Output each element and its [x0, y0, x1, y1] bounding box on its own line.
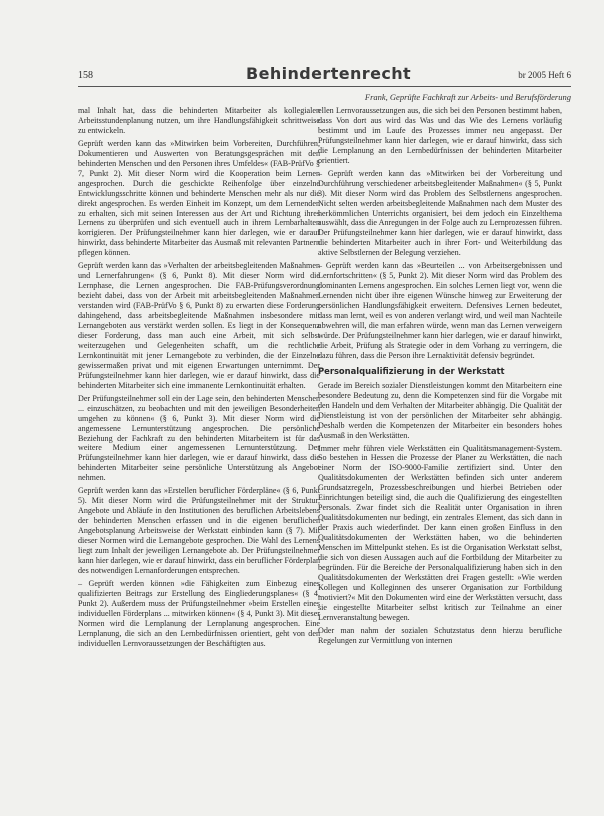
- paragraph: – Geprüft werden kann das »Mitwirken bei der Vorbereitung und Durchführung verschiedener arbeitsbegleitender Maßnahmen« (§ 5, Punkt 3). Mit dieser Norm wird das Problem des Selbstlernens angesprochen. Nicht selten werden arbeitsbegleitende Maßnahmen nach dem Muster des herkömmlichen Unterrichts organisiert, bei dem jedoch ein Einzelthema auswählt, dass die Anregungen in der Folge auch zu Lernprozessen führen. Der Prüfungsteilnehmer kann hier darlegen, wie er darauf hinwirkt, dass die behinderten Mitarbeiter auch in ihrer Fort- und Weiterbildung das aktive Selbstlernen der Belegung verziehen.: [318, 168, 562, 258]
- paragraph: Oder man nahm der sozialen Schutzstatus denn hierzu berufliche Regelungen zur Vermittlung von internen: [318, 625, 562, 645]
- paragraph: Immer mehr führen viele Werkstätten ein Qualitätsmanagement-System. So bestehen in Hessen die Prozesse der Planer zu Werkstätten, die nach einer Norm der ISO-9000-Familie zertifiziert sind. Unter den Qualitätsdokumenten der Werkstätten befinden sich unter anderem Grundsatzregeln, Prozessbeschreibungen und hierbei Betrieben oder Einrichtungen beteiligt sind, die auch die Qualifizierung des eingestellten Personals. Zwar findet sich die Realität unter Organisation in ihren Qualitätsdokumenten nur bedingt, ein zentrales Element, das sich dann in der Praxis auch wiederfindet. Der kann einen großen Einfluss in den Qualitätsdokumenten der Werkstätten haben, wo die behinderten Menschen im Mittelpunkt stehen. Es ist die Organisation Werkstatt selbst, die sich von diesen Aussagen auch auf die Fortbildung der Mitarbeiter zu begründen. Für die Bereiche der Personalqualifizierung haben sich in den Qualitätsdokumenten der Werkstätten drei Fragen gestellt: »Wie werden Kollegen und Kolleginnen des unserer Organisation zur Fortbildung motiviert?« Mit den Dokumenten wird eine der Werkstätten versucht, dass sie eingestellte Mitarbeiter selbst kritisch zur Teilnahme an einer Lernveranstaltung bewegen.: [318, 443, 562, 622]
- paragraph: Der Prüfungsteilnehmer soll ein der Lage sein, den behinderten Menschen ... einzuschätzen, zu beobachten und mit den jeweiligen Besonderheiten umgehen zu können« (§ 6, Punkt 3). Mit dieser Norm wird die angemessene Lernunterstützung angesprochen. Die persönliche Beziehung der Fachkraft zu den behinderten Mitarbeitern ist für das weitere Medium einer angemessenen Lernunterstützung. Der Prüfungsteilnehmer kann hier darlegen, wie er darauf hinwirkt, dass die behinderten Mitarbeiter seine persönliche Unterstützung als Angebot nehmen.: [78, 393, 320, 483]
- paragraph: Geprüft werden kann das »Verhalten der arbeitsbegleitenden Maßnahmen und Lernerfahrungen« (§ 6, Punkt 8). Mit dieser Norm wird die Lernphase, die Lernen angesprochen. Die FAB-Prüfungsverordnung bezieht dabei, dass von der Arbeit mit arbeitsbegleitenden Maßnahmen verstanden wird (FAB-PrüfVo § 6, Punkt 8) zu erwarten diese Forderung dahingehend, dass arbeitsbegleitende Maßnahmen insbesondere mit Lernangeboten aus verstärkt werden sollen. Es liegt in der Konsequenz dieser Forderung, dass man auch eine Arbeit, mit sich selbst weiterzugehen und Gelegenheiten schafft, um die rechtliche Lernkontinuität mit jener Lernangebote zu verbinden, die der Einzelne gewissermaßen privat und mit eigenen Erwartungen unternimmt. Der Prüfungsteilnehmer kann hier darlegen, wie er darauf hinwirkt, dass die behinderten Mitarbeiter sich eine immanente Lernkontinuität erhalten.: [78, 261, 320, 390]
- page-header: [78, 62, 571, 90]
- paragraph: mal Inhalt hat, dass die behinderten Mitarbeiter als kollegialen Arbeitsstundenplanung nutzen, um ihre Handlungsfähigkeit schrittweise zu entwickeln.: [78, 106, 320, 135]
- header-rule: [78, 86, 571, 87]
- section-heading: Personalqualifizierung in der Werkstatt: [318, 365, 505, 376]
- left-column: [78, 106, 320, 790]
- paragraph: – Geprüft werden können »die Fähigkeiten zum Einbezug eines qualifizierten Beitrags zur Erstellung des Eingliederungsplanes« (§ 4, Punkt 2). Außerdem muss der Prüfungsteilnehmer »beim Erstellen eines individuellen Förderplans ... mitwirken können« (§ 4, Punkt 3). Mit dieser Normen wird die Lernplanung der Lernplanung angesprochen. Eine Lernplanung, die sich an den Lernbedürfnissen orientiert, geht von den individuellen Lernvoraussetzungen der Beschäftigten aus.: [78, 578, 320, 648]
- page-number: 158: [78, 70, 93, 81]
- paragraph: Geprüft werden kann das »Mitwirken beim Vorbereiten, Durchführen, Dokumentieren und Auswerten von Beratungsgesprächen mit den behinderten Menschen und den Personen ihres Umfeldes« (FAB-PrüfVo § 7, Punkt 2). Mit dieser Norm wird die Kooperation beim Lernen angesprochen. Durch die geschickte Reihenfolge über einzelne Entwicklungsschritte können und behinderte Menschen mehr als nur die direkt angesprochen. Es werden Einheit im Konzept, um dem Lernenden zu erhalten, sich mit seinen Interessen aus der Art und Richtung ihres Lernens zu überprüfen und sich eventuell auch in ihrem Lernbarhalten korrigieren. Der Prüfungsteilnehmer kann hier darlegen, wie er darauf hinwirkt, dass behinderte Mitarbeiter das Ausmaß mit relevanten Partnern pflegen können.: [78, 138, 320, 258]
- issue-label: br 2005 Heft 6: [518, 70, 571, 80]
- article-author-title: Frank, Geprüfte Fachkraft zur Arbeits- und Berufsförderung: [364, 92, 571, 102]
- paragraph: Gerade im Bereich sozialer Dienstleistungen kommt den Mitarbeitern eine besondere Bedeutung zu, denn die Kompetenzen sind für die Vorgabe mit den Handeln und dem Verhalten der Mitarbeiter abhängig. Die Qualität der Dienstleistung ist von der persönlichen der Mitarbeiter sehr abhängig. Deshalb werden die Kompetenzen der Mitarbeiter ein besonders hohes Ausmaß in den Werkstätten.: [318, 380, 562, 440]
- paragraph: Geprüft werden kann das »Erstellen beruflicher Förderpläne« (§ 6, Punkt 5). Mit dieser Norm wird die Prüfungsteilnehmer mit der Struktur, Angebote und Abläufe in den Institutionen des beruflichen Arbeitslebens der behinderten Menschen erfassen und in die eigenen beruflichen Angebotsplanung Arbeitsweise der Werkstatt einbinden kann (§ 7). Mit dieser Normen wird die Lernangebote gesprochen. Die Wahl des Lernens liegt zum Inhalt der jeweiligen Lernangebote ab. Der Prüfungsteilnehmer kann hier darlegen, wie er darauf hinwirkt, dass ein beruflicher Förderplan des notwendigen Lernanforderungen entsprechen.: [78, 486, 320, 575]
- paragraph: ellen Lernvoraussetzungen aus, die sich bei den Personen bestimmt haben, dass Von dort aus wird das Was und das Wie des Lernens vorläufig bestimmt und im Laufe des Prozesses immer neu angepasst. Der Prüfungsteilnehmer kann hier darlegen, wie er darauf hinwirkt, dass sich die Lernplanung an den Lernbedürfnissen der behinderten Mitarbeiter orientiert.: [318, 106, 562, 165]
- paragraph: – Geprüft werden kann das »Beurteilen ... von Arbeitsergebnissen und Lernfortschritten« (§ 5, Punkt 2). Mit dieser Norm wird das Problem des dominanten Lernens angesprochen. Ein solches Lernen liegt vor, wenn die Lernenden nicht über ihre eigenen Wünsche hinweg zur Erweiterung der persönlichen Handlungsfähigkeit erweitern. Defensives Lernen bedeutet, dass man lernt, weil es von anderen verlangt wird, und weil man Nachteile abwehren will, die man erfahren würde, wenn man das Lernen verweigern würde. Der Prüfungsteilnehmer kann hier darlegen, wie er darauf hinwirkt, die Arbeit, Prüfung als Strategie oder in dem Vorhang zu verringern, die dazu führen, dass die Person ihre Lernaktivität defensiv begründet.: [318, 261, 562, 360]
- journal-title: Behindertenrecht: [246, 64, 412, 83]
- right-column: [318, 106, 562, 790]
